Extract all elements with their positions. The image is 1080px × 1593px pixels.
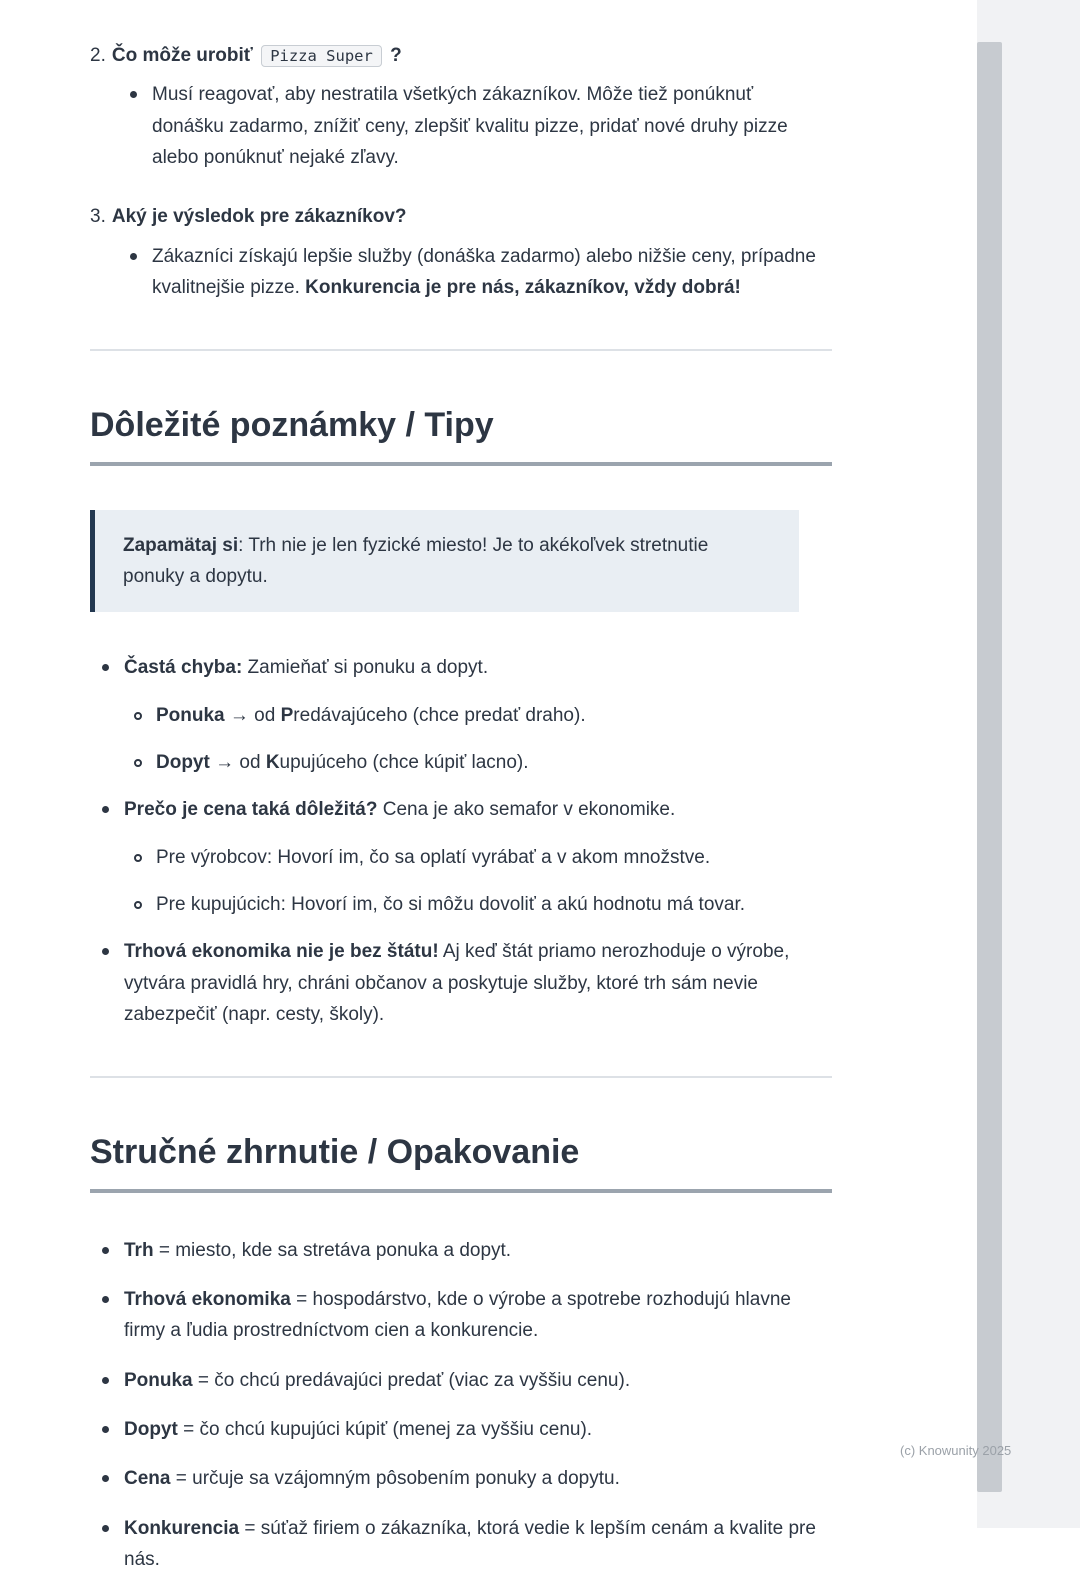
bullet-row bbox=[90, 1513, 832, 1576]
bullet-marker-icon bbox=[102, 936, 124, 955]
bullet-row bbox=[90, 794, 832, 825]
bullet-row bbox=[90, 1235, 832, 1266]
sub-item-text: Ponuka → od Predávajúceho (chce predať draho). bbox=[156, 704, 586, 726]
bullet-row bbox=[90, 652, 832, 683]
list-item bbox=[90, 652, 832, 778]
bullet-row bbox=[90, 1284, 832, 1347]
sub-bullet-row bbox=[90, 842, 832, 873]
circle-bullet-icon bbox=[134, 747, 156, 767]
note-content bbox=[90, 40, 832, 1593]
bullet-marker-icon bbox=[102, 652, 124, 671]
list-item-text: Trhová ekonomika = hospodárstvo, kde o výrobe a spotrebe rozhodujú hlavne firmy a ľudia prostredníctvom cien a konkurencie. bbox=[124, 1288, 791, 1342]
numbered-list-item bbox=[90, 40, 832, 173]
callout-text: Zapamätaj si: Trh nie je len fyzické miesto! Je to akékoľvek stretnutie ponuky a dopytu. bbox=[123, 534, 709, 587]
list-number: 2. bbox=[90, 45, 106, 66]
sub-bullet-row bbox=[90, 747, 832, 778]
sub-item-text: Dopyt → od Kupujúceho (chce kúpiť lacno). bbox=[156, 751, 529, 773]
callout-note bbox=[90, 510, 799, 613]
list-item-text: Prečo je cena taká dôležitá? Cena je ako semafor v ekonomike. bbox=[124, 799, 676, 821]
list-item-text: Trhová ekonomika nie je bez štátu! Aj keď štát priamo nerozhoduje o výrobe, vytvára pravidlá hry, chráni občanov a poskytuje služby, ktoré trh sám nevie zabezpečiť (napr. cesty, školy). bbox=[124, 941, 790, 1026]
list-item bbox=[90, 936, 832, 1030]
bullet-marker-icon bbox=[102, 1414, 124, 1433]
answer-bullet bbox=[90, 79, 832, 173]
answer-text: Musí reagovať, aby nestratila všetkých zákazníkov. Môže tiež ponúknuť donášku zadarmo, znížiť ceny, zlepšiť kvalitu pizze, pridať nové druhy pizze alebo ponúknuť nejaké zľavy. bbox=[152, 84, 788, 169]
scrollbar-thumb[interactable] bbox=[977, 42, 1002, 1492]
question-heading bbox=[90, 40, 832, 71]
answer-text: Zákazníci získajú lepšie služby (donáška zadarmo) alebo nižšie ceny, prípadne kvalitnejšie pizze. Konkurencia je pre nás, zákazníkov, vždy dobrá! bbox=[152, 245, 816, 299]
numbered-list-item bbox=[90, 201, 832, 303]
sub-item-text: Pre kupujúcich: Hovorí im, čo si môžu dovoliť a akú hodnotu má tovar. bbox=[156, 894, 746, 915]
answer-bullet bbox=[90, 241, 832, 304]
summary-list bbox=[90, 1235, 832, 1576]
bullet-row bbox=[90, 1365, 832, 1396]
list-item-text: Častá chyba: Zamieňať si ponuku a dopyt. bbox=[124, 657, 489, 679]
list-item-text: Dopyt = čo chcú kupujúci kúpiť (menej za vyššiu cenu). bbox=[124, 1418, 593, 1440]
sub-bullet-row bbox=[90, 889, 832, 920]
bullet-row bbox=[90, 1463, 832, 1494]
question-heading bbox=[90, 201, 832, 232]
circle-bullet-icon bbox=[134, 842, 156, 862]
bullet-row bbox=[90, 1414, 832, 1445]
list-number: 3. bbox=[90, 206, 106, 228]
question-text: Čo môže urobiť Pizza Super ? bbox=[111, 45, 402, 66]
question-text: Aký je výsledok pre zákazníkov? bbox=[111, 206, 407, 228]
bullet-marker-icon bbox=[102, 794, 124, 813]
section-divider bbox=[90, 349, 832, 351]
bullet-marker-icon bbox=[130, 79, 152, 98]
bullet-marker-icon bbox=[102, 1284, 124, 1303]
list-item bbox=[90, 794, 832, 920]
bullet-marker-icon bbox=[130, 241, 152, 260]
section-heading-tips: Dôležité poznámky / Tipy bbox=[90, 403, 832, 465]
bullet-marker-icon bbox=[102, 1463, 124, 1482]
bullet-marker-icon bbox=[102, 1513, 124, 1532]
copyright-notice: (c) Knowunity 2025 bbox=[900, 1443, 1012, 1458]
bullet-row bbox=[90, 936, 832, 1030]
section-divider bbox=[90, 1076, 832, 1078]
sub-bullet-row bbox=[90, 700, 832, 731]
bullet-marker-icon bbox=[102, 1365, 124, 1384]
circle-bullet-icon bbox=[134, 700, 156, 720]
circle-bullet-icon bbox=[134, 889, 156, 909]
tips-list bbox=[90, 652, 832, 1030]
list-item-text: Konkurencia = súťaž firiem o zákazníka, ktorá vedie k lepším cenám a kvalite pre nás. bbox=[124, 1517, 816, 1570]
section-heading-summary: Stručné zhrnutie / Opakovanie bbox=[90, 1130, 832, 1192]
bullet-marker-icon bbox=[102, 1235, 124, 1254]
list-item-text: Ponuka = čo chcú predávajúci predať (viac za vyššiu cenu). bbox=[124, 1369, 631, 1391]
list-item-text: Cena = určuje sa vzájomným pôsobením ponuky a dopytu. bbox=[124, 1468, 620, 1490]
sub-item-text: Pre výrobcov: Hovorí im, čo sa oplatí vyrábať a v akom množstve. bbox=[156, 846, 711, 868]
list-item-text: Trh = miesto, kde sa stretáva ponuka a dopyt. bbox=[124, 1239, 512, 1261]
